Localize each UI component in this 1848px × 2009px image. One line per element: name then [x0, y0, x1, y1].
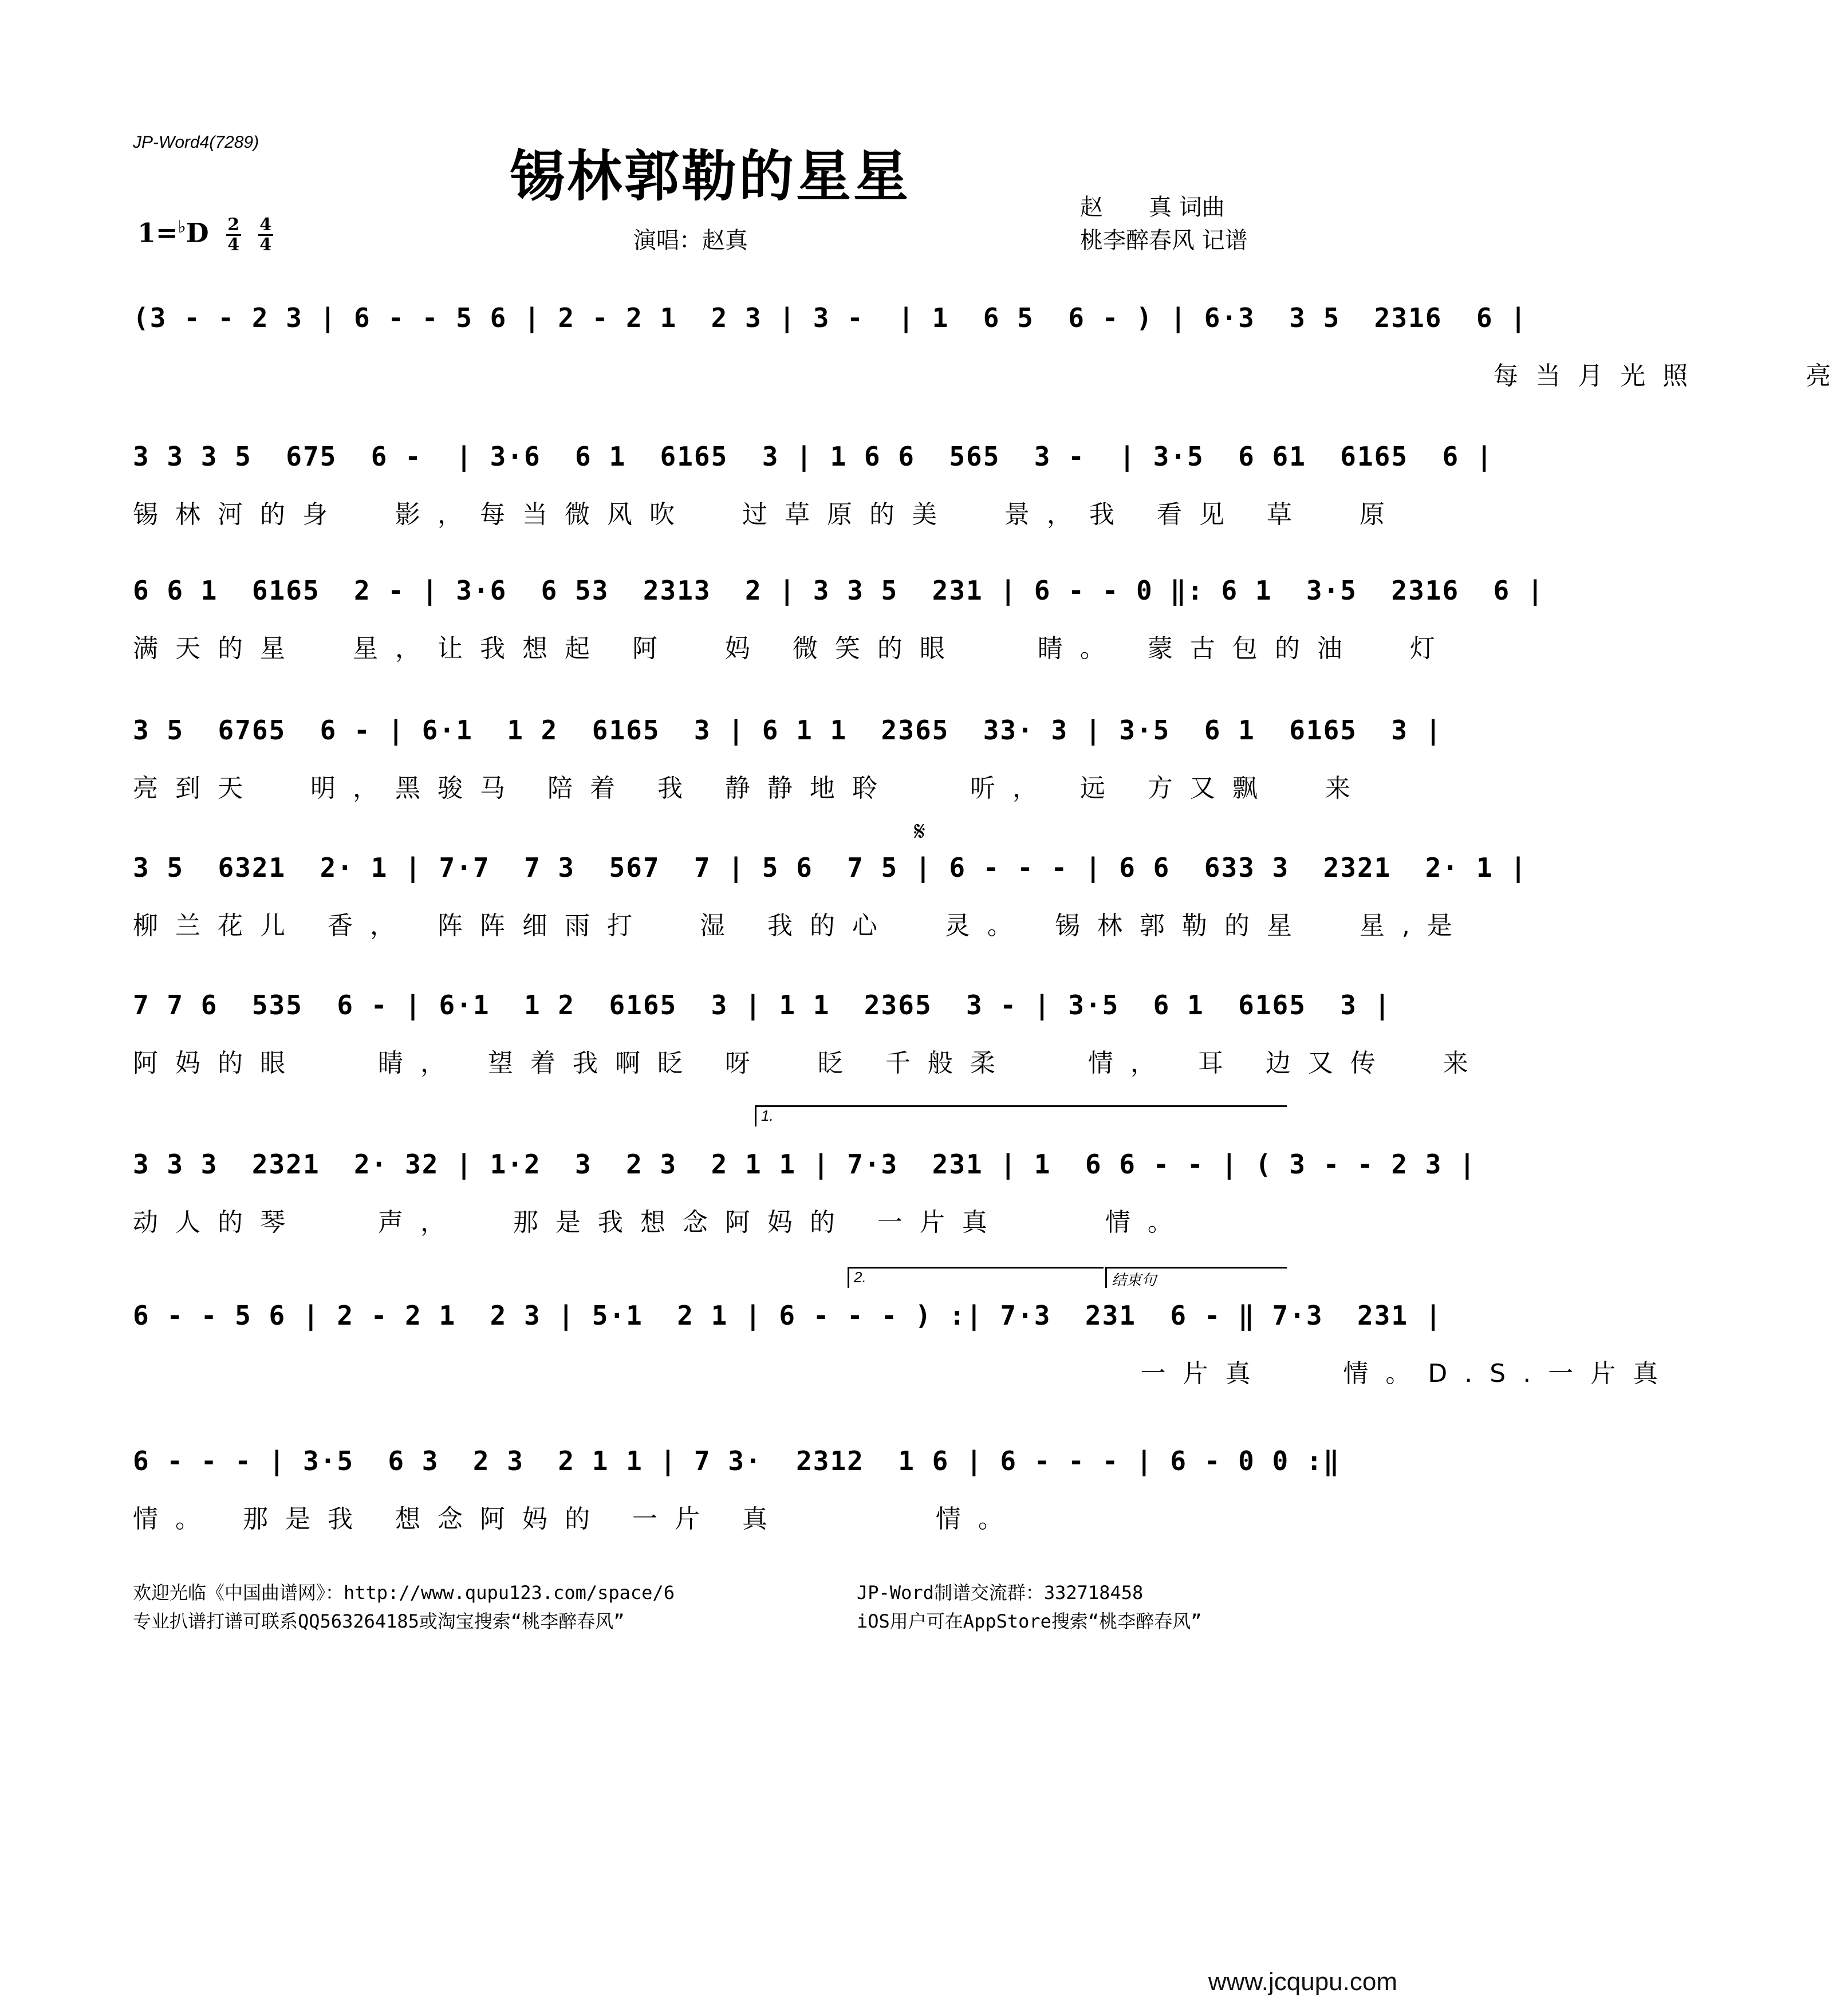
notation-line: 6 - - 5 6 | 2 - 2 1 2 3 | 5·1 2 1 | 6 - - - ) :| 7·3 231 6 - ‖ 7·3 231 |: [133, 1300, 1443, 1331]
notation-line: 3 5 6765 6 - | 6·1 1 2 6165 3 | 6 1 1 2365 33· 3 | 3·5 6 1 6165 3 |: [133, 715, 1443, 746]
notation-line: 6 - - - | 3·5 6 3 2 3 2 1 1 | 7 3· 2312 1 6 | 6 - - - | 6 - 0 0 :‖: [133, 1445, 1341, 1476]
lyrics-line: 亮到天 明，黑骏马 陪着 我 静静地聆 听， 远 方又飘 来: [133, 774, 1368, 803]
lyrics-line: 动人的琴 声， 那是我想念阿妈的 一片真 情。: [133, 1208, 1190, 1237]
notation-line: 3 5 6321 2· 1 | 7·7 7 3 567 7 | 5 6 7 5 | 6 - - - | 6 6 633 3 2321 2· 1 |: [133, 852, 1527, 883]
song-title: 锡林郭勒的星星: [510, 144, 911, 208]
lyrics-line: 情。 那是我 想念阿妈的 一片 真 情。: [133, 1504, 1020, 1534]
transcriber: 桃李醉春风 记谱: [1080, 227, 1248, 254]
software-tag: JP-Word4(7289): [133, 133, 259, 152]
notation-line: (3 - - 2 3 | 6 - - 5 6 | 2 - 2 1 2 3 | 3 - | 1 6 5 6 - ) | 6·3 3 5 2316 6 |: [133, 302, 1527, 333]
lyrics-line: 柳兰花儿 香， 阵阵细雨打 湿 我的心 灵。 锡林郭勒的星 星,是: [133, 911, 1469, 940]
notation-line: 6 6 1 6165 2 - | 3·6 6 53 2313 2 | 3 3 5 231 | 6 - - 0 ‖: 6 1 3·5 2316 6 |: [133, 575, 1544, 606]
site-watermark: www.jcqupu.com: [1208, 1968, 1397, 1996]
volta-second-ending: 2.: [848, 1267, 1104, 1288]
footer-group-info: JP-Word制谱交流群：332718458: [857, 1582, 1144, 1604]
footer-site-welcome: 欢迎光临《中国曲谱网》：http://www.qupu123.com/space/6: [133, 1582, 675, 1604]
lyrics-line: 一片真 情。D.S.一片真: [133, 1359, 1676, 1388]
ending-phrase-bracket: 结束句: [1105, 1267, 1287, 1288]
key-label: 1=: [137, 217, 178, 249]
lyrics-line: 每当月光照 亮: [133, 361, 1848, 391]
lyricist-composer: 赵 真 词曲: [1080, 194, 1225, 220]
notation-line: 3 3 3 2321 2· 32 | 1·2 3 2 3 2 1 1 | 7·3 231 | 1 6 6 - - | ( 3 - - 2 3 |: [133, 1149, 1476, 1180]
footer-ios-info: iOS用户可在AppStore搜索“桃李醉春风”: [857, 1610, 1202, 1632]
singer: 演唱：赵真: [633, 227, 748, 254]
time-signature-4-4: $\frac{4}{4}$: [258, 216, 273, 254]
footer-transcription-contact: 专业扒谱打谱可联系QQ563264185或淘宝搜索“桃李醉春风”: [133, 1610, 625, 1632]
notation-line: 7 7 6 535 6 - | 6·1 1 2 6165 3 | 1 1 2365 3 - | 3·5 6 1 6165 3 |: [133, 990, 1392, 1021]
lyrics-line: 满天的星 星，让我想起 阿 妈 微笑的眼 睛。 蒙古包的油 灯: [133, 634, 1452, 663]
time-signature-2-4: $\frac{2}{4}$: [226, 216, 241, 254]
key-signature: [137, 216, 273, 254]
segno-sign: 𝄋: [914, 816, 925, 846]
volta-first-ending: 1.: [755, 1105, 1287, 1126]
flat-symbol: ♭: [178, 217, 186, 238]
key-note: D: [186, 217, 209, 249]
notation-line: 3 3 3 5 675 6 - | 3·6 6 1 6165 3 | 1 6 6 565 3 - | 3·5 6 61 6165 6 |: [133, 441, 1494, 472]
lyrics-line: 锡林河的身 影，每当微风吹 过草原的美 景，我 看见 草 原: [133, 500, 1402, 529]
lyrics-line: 阿妈的眼 睛， 望着我啊眨 呀 眨 千般柔 情， 耳 边又传 来: [133, 1049, 1486, 1078]
